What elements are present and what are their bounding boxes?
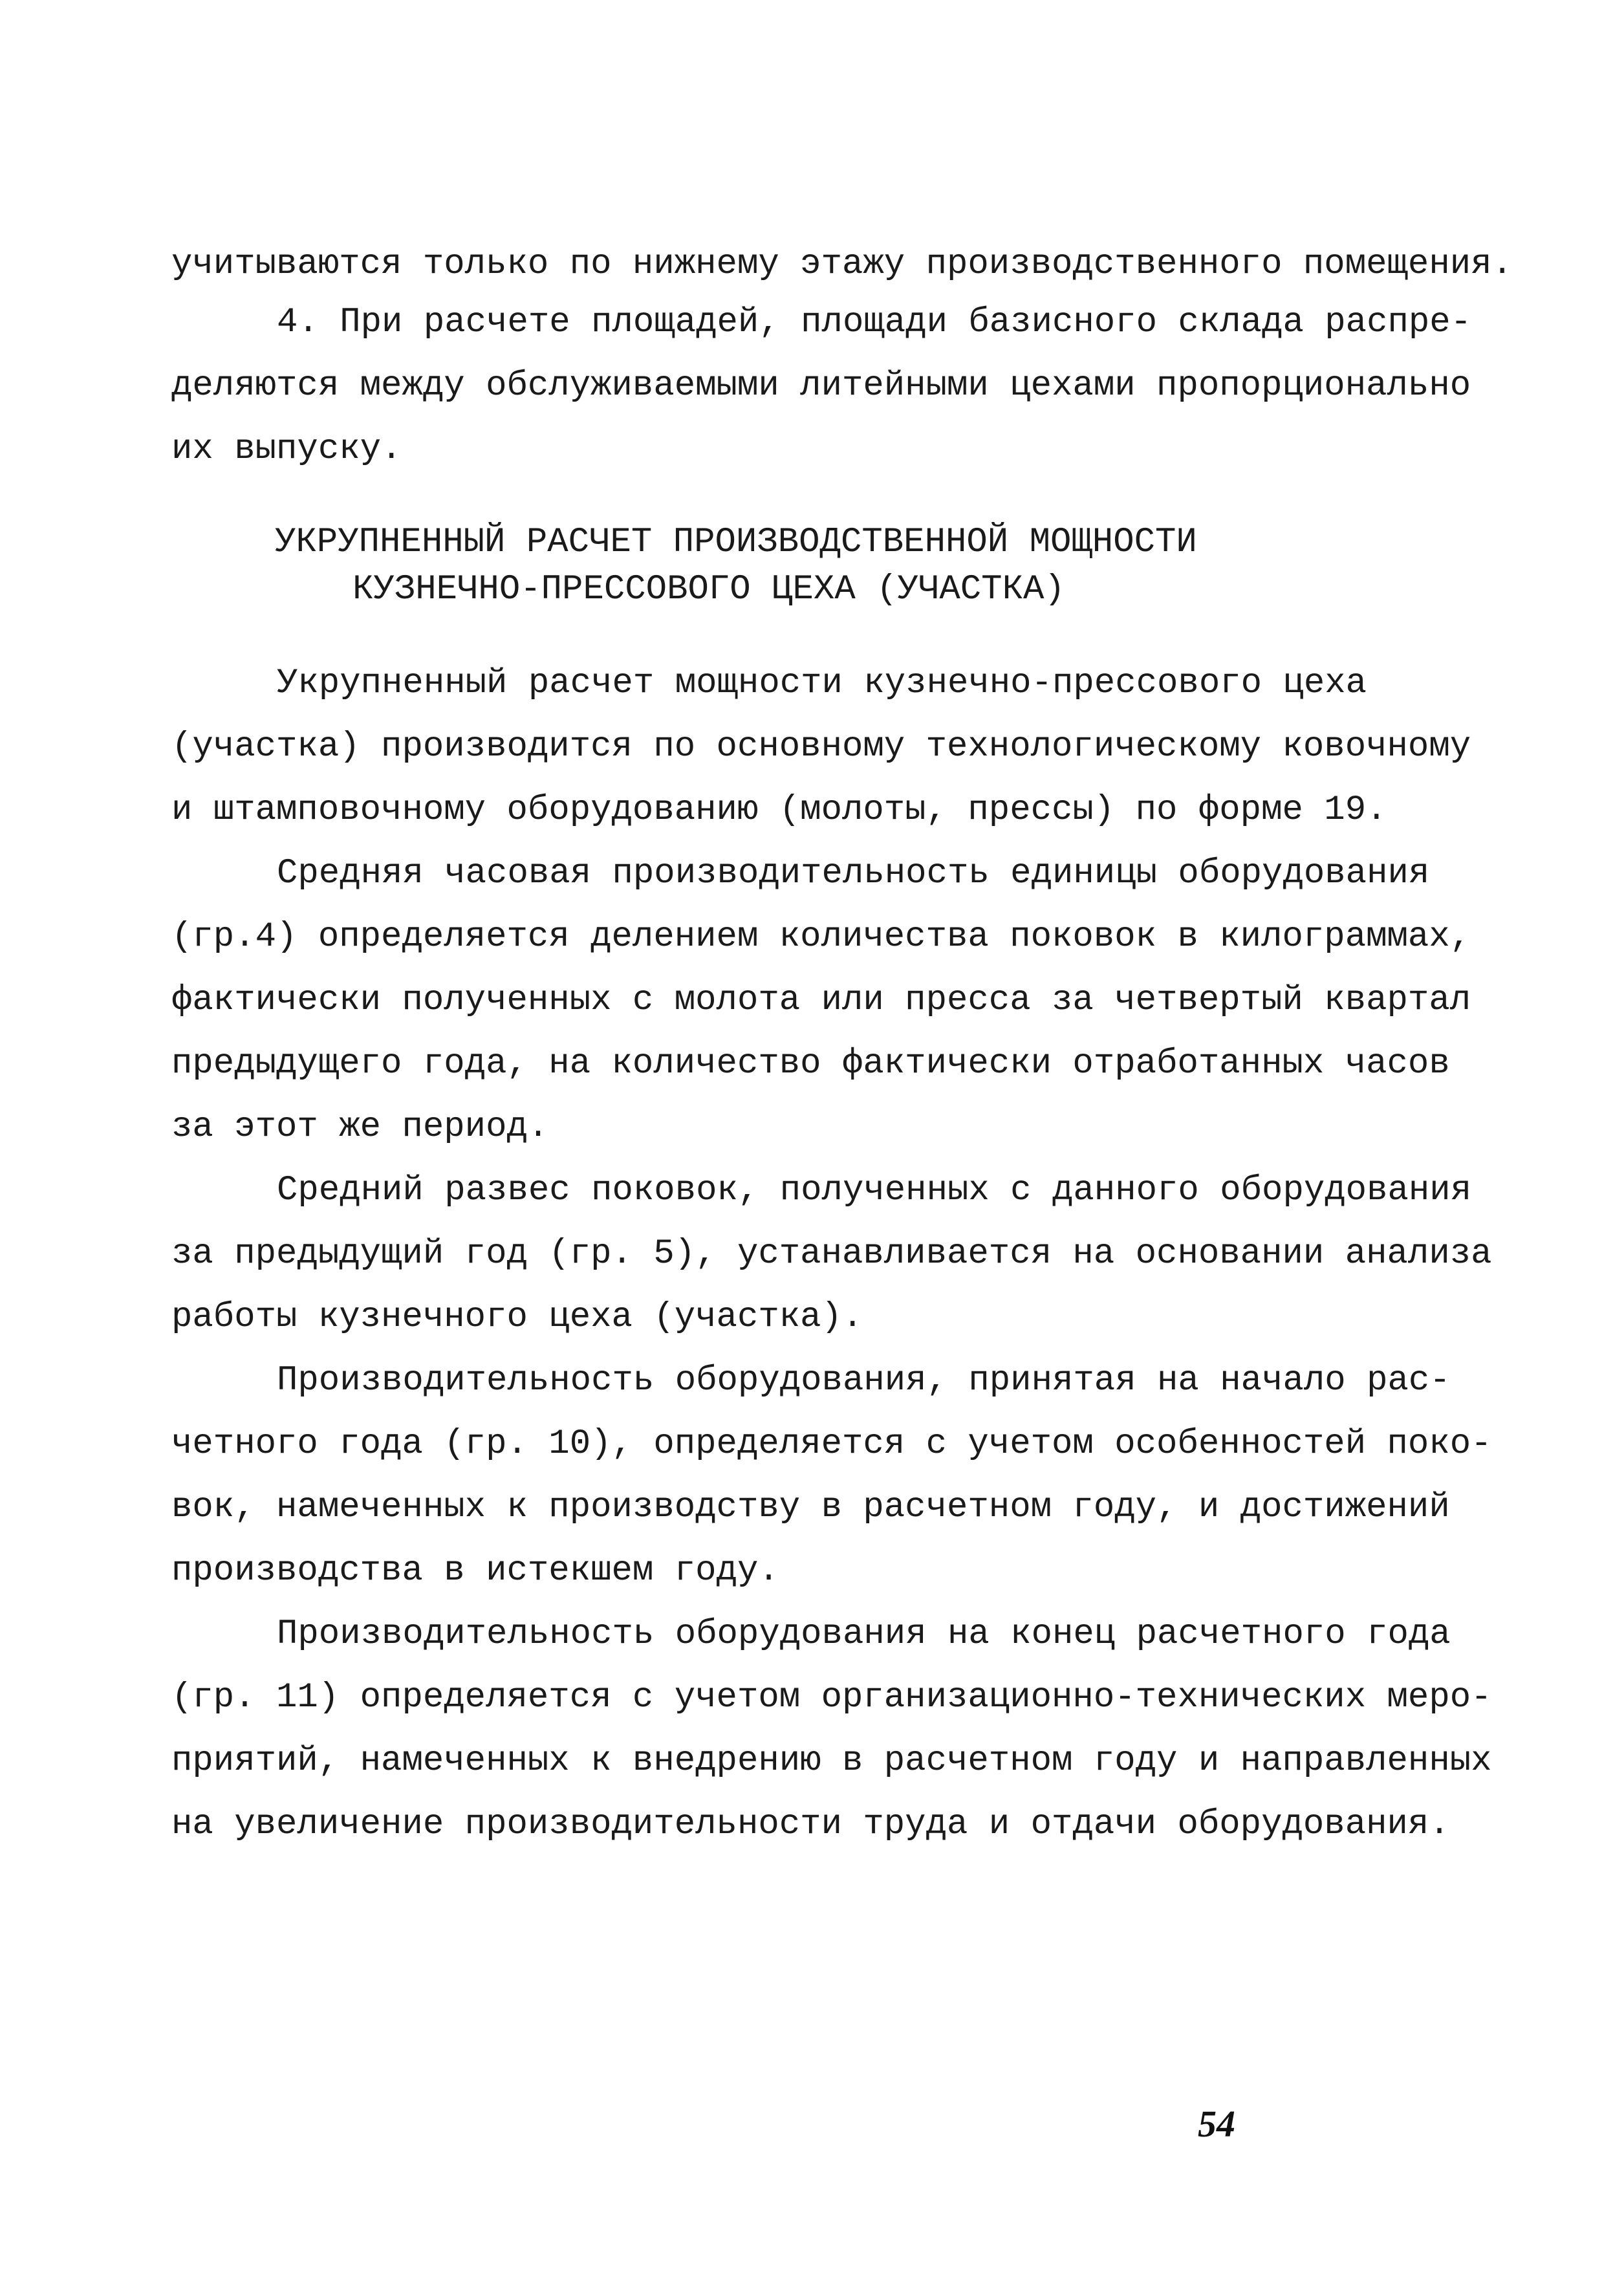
paragraph-2-line-1: Средняя часовая производительность единицы оборудования xyxy=(277,854,1430,893)
paragraph-2-line-4: предыдущего года, на количество фактически отработанных часов xyxy=(171,1044,1450,1083)
paragraph-1-line-3: и штамповочному оборудованию (молоты, прессы) по форме 19. xyxy=(171,790,1387,830)
continuation-line: учитываются только по нижнему этажу производственного помещения. xyxy=(171,244,1513,284)
item4-line-1: 4. При расчете площадей, площади базисного склада распре- xyxy=(277,303,1472,342)
page-number: 54 xyxy=(1198,2103,1235,2145)
paragraph-3-line-1: Средний развес поковок, полученных с данного оборудования xyxy=(277,1171,1472,1210)
section-heading-line-2: КУЗНЕЧНО-ПРЕССОВОГО ЦЕХА (УЧАСТКА) xyxy=(352,570,1065,609)
paragraph-5-line-2: (гр. 11) определяется с учетом организационно-технических меро- xyxy=(171,1678,1492,1717)
paragraph-2-line-3: фактически полученных с молота или пресса за четвертый квартал xyxy=(171,981,1471,1020)
paragraph-4-line-3: вок, намеченных к производству в расчетном году, и достижений xyxy=(171,1488,1450,1527)
paragraph-2-line-5: за этот же период. xyxy=(171,1107,549,1147)
paragraph-4-line-2: четного года (гр. 10), определяется с учетом особенностей поко- xyxy=(171,1424,1492,1464)
paragraph-2-line-2: (гр.4) определяется делением количества поковок в килограммах, xyxy=(171,917,1471,957)
section-heading-line-1: УКРУПНЕННЫЙ РАСЧЕТ ПРОИЗВОДСТВЕННОЙ МОЩНОСТИ xyxy=(275,523,1197,562)
item4-line-3: их выпуску. xyxy=(171,429,402,469)
paragraph-1-line-1: Укрупненный расчет мощности кузнечно-прессового цеха xyxy=(277,664,1367,703)
paragraph-3-line-3: работы кузнечного цеха (участка). xyxy=(171,1298,863,1337)
paragraph-4-line-4: производства в истекшем году. xyxy=(171,1551,779,1591)
paragraph-5-line-1: Производительность оборудования на конец расчетного года xyxy=(277,1614,1451,1654)
paragraph-1-line-2: (участка) производится по основному технологическому ковочному xyxy=(171,727,1471,766)
item4-line-2: деляются между обслуживаемыми литейными цехами пропорционально xyxy=(171,366,1471,406)
paragraph-4-line-1: Производительность оборудования, принятая на начало рас- xyxy=(277,1361,1451,1400)
paragraph-5-line-4: на увеличение производительности труда и отдачи оборудования. xyxy=(171,1805,1450,1844)
paragraph-3-line-2: за предыдущий год (гр. 5), устанавливается на основании анализа xyxy=(171,1234,1492,1274)
paragraph-5-line-3: приятий, намеченных к внедрению в расчетном году и направленных xyxy=(171,1741,1492,1781)
